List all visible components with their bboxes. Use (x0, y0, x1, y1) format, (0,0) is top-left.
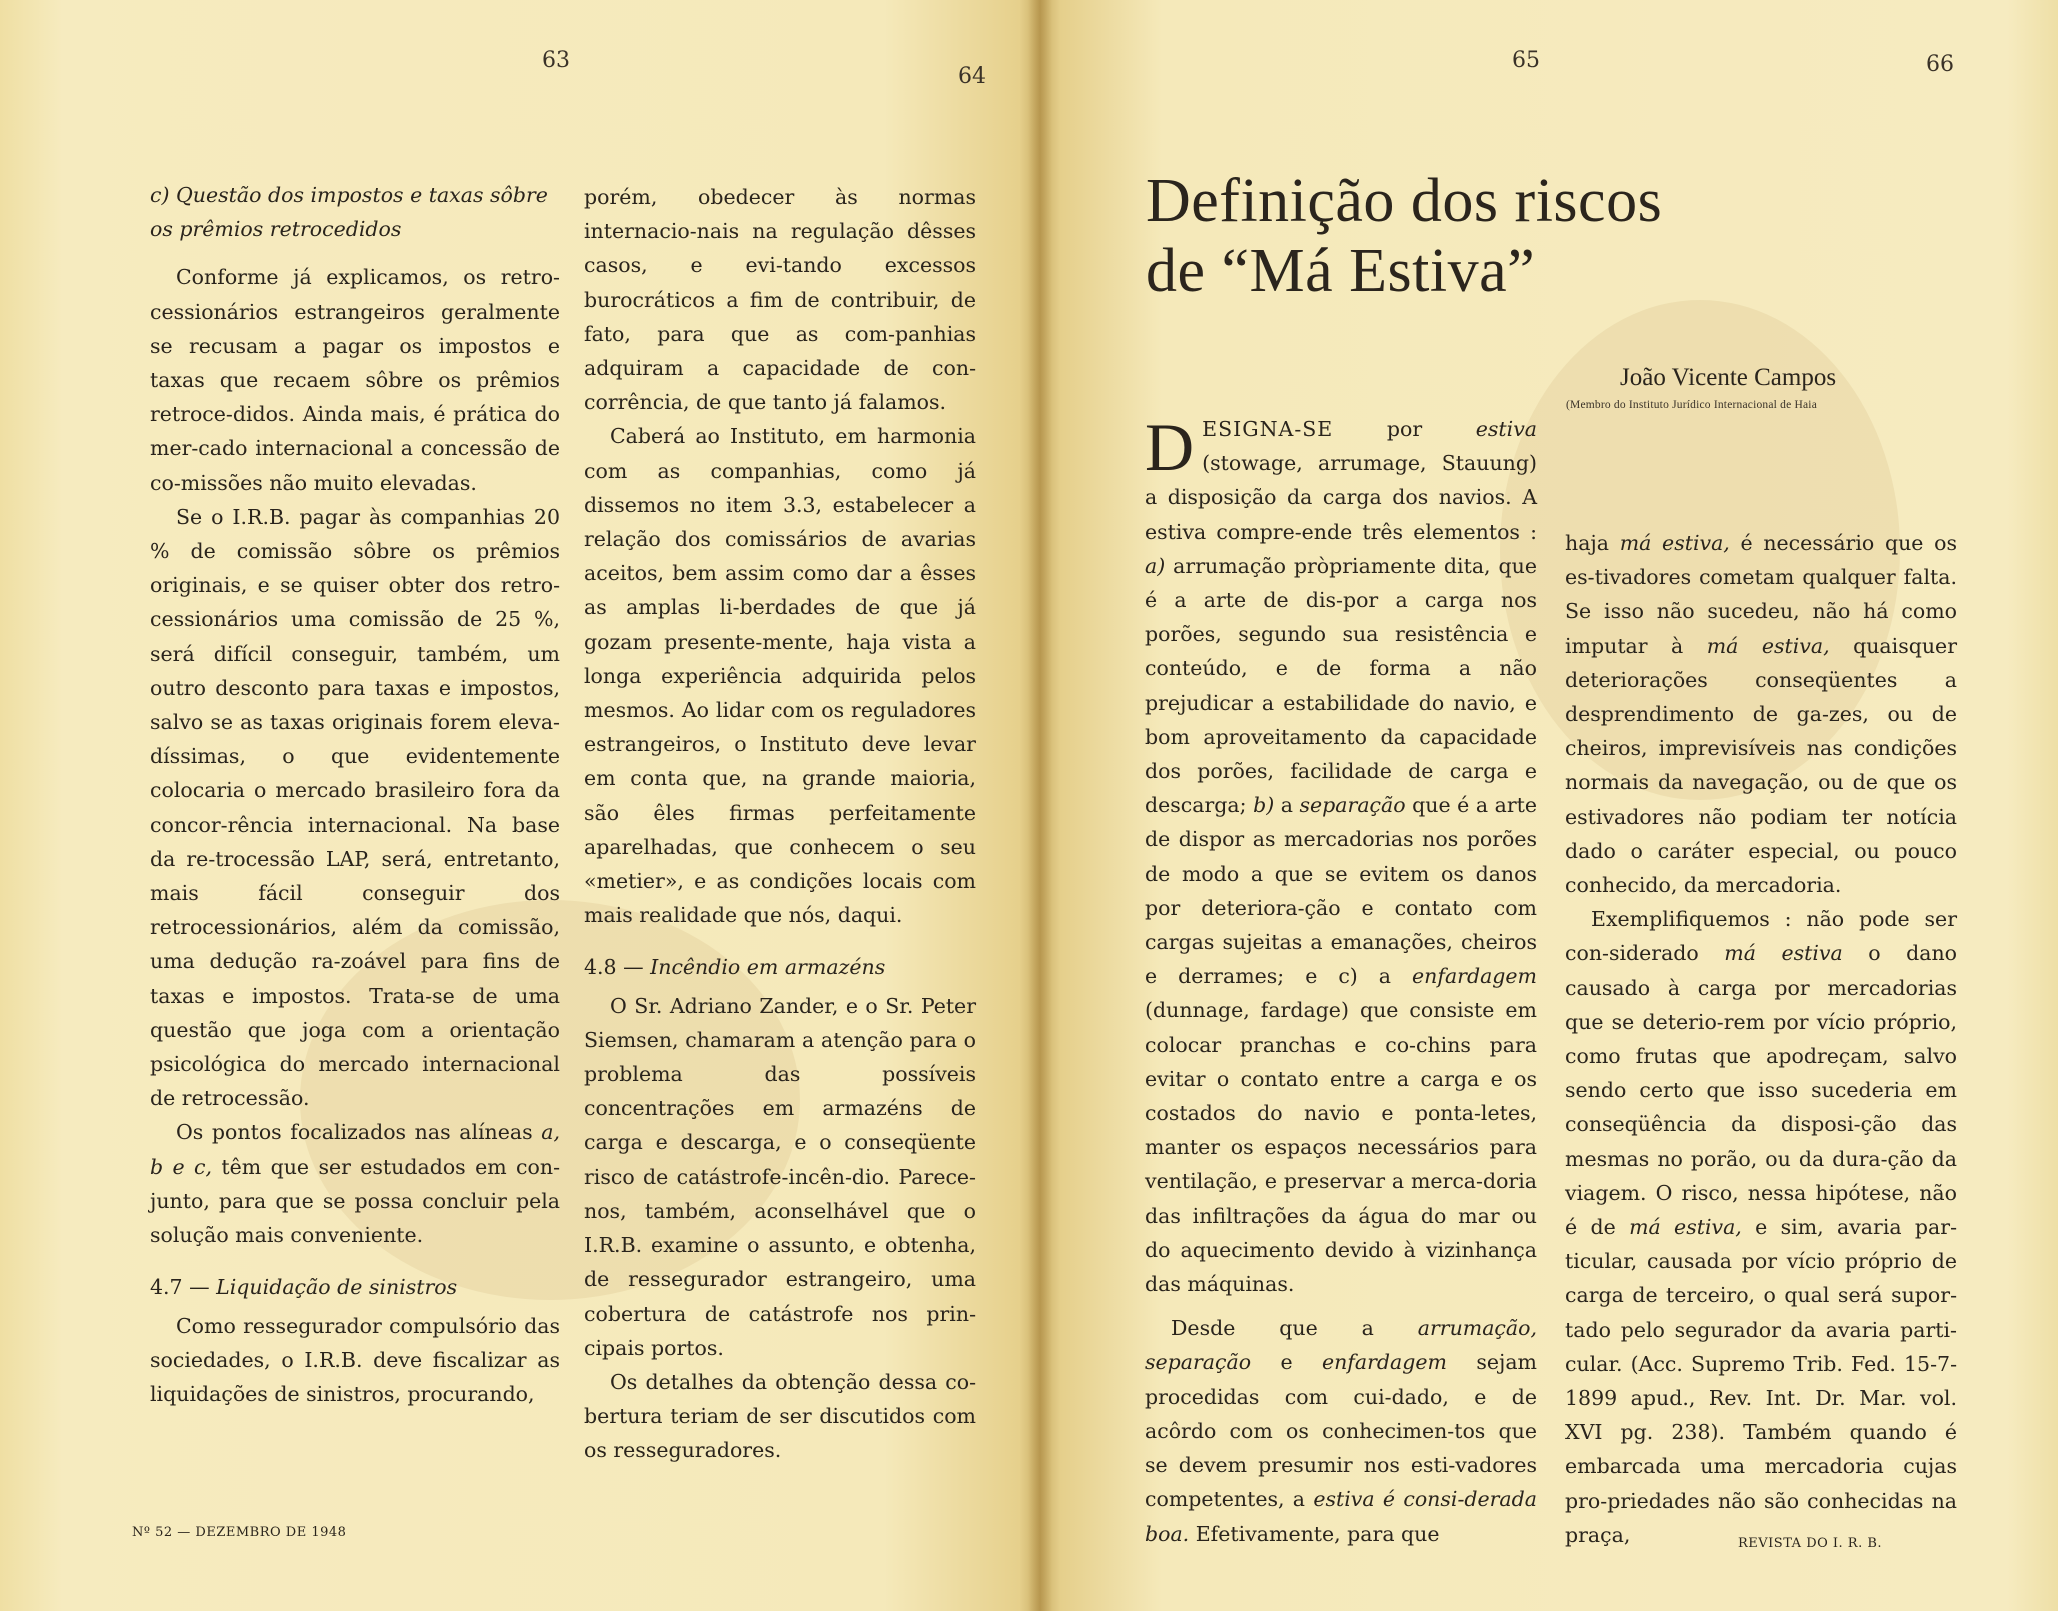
author-name: João Vicente Campos (1620, 364, 1837, 391)
text-run: haja (1565, 531, 1620, 555)
page-number-63: 63 (542, 48, 570, 73)
small-caps-run: ESIGNA-SE (1202, 417, 1334, 441)
page-66-column (1565, 526, 1957, 1552)
heading-number: 4.8 — (584, 955, 651, 980)
italic-run: arrumação, separação (1145, 1316, 1537, 1375)
page-65-column (1145, 409, 1537, 1551)
section-heading-4-8 (584, 950, 976, 984)
paragraph (150, 1115, 560, 1252)
italic-run: estiva (1475, 417, 1537, 441)
text-run: Os pontos focalizados nas alíneas (176, 1120, 542, 1145)
page-63-column (150, 170, 560, 1411)
italic-run: má estiva (1724, 941, 1843, 966)
drop-cap: D (1145, 409, 1195, 485)
italic-run: b) (1253, 793, 1275, 818)
article-title (1146, 166, 1846, 306)
heading-text: Liquidação de sinistros (216, 1275, 458, 1300)
italic-run: enfardagem (1412, 964, 1537, 989)
title-line: Definição dos riscos (1146, 167, 1663, 235)
text-run: sejam procedidas com cui-dado, e de acôrdo com os conhecimen-tos que se devem presumir nos esti-vadores competentes, a (1145, 1350, 1537, 1512)
footer-issue: Nº 52 — DEZEMBRO DE 1948 (132, 1525, 347, 1540)
title-line: de “Má Estiva” (1146, 237, 1536, 305)
text-run: quaisquer deteriorações conseqüentes a desprendimento de ga-zes, ou de cheiros, imprevisíveis nas condições normais da navegação, ou de que os estivadores não podiam ter notícia dado o caráter especial, ou pouco conhecido, da mercadoria. (1565, 633, 1957, 898)
text-run: que é a arte de dispor as mercadorias nos porões de modo a que se evitem os danos por deteriora-ção e contato com cargas sujeitas a emanações, cheiros e derrames; e c) a (1145, 793, 1537, 989)
paragraph: porém, obedecer às normas internacio-nais na regulação dêsses casos, e evi-tando excessos burocráticos a fim de contribuir, de fato, para que as com-panhias adquiram a capacidade de con-corrência, de que tanto já falamos. (584, 185, 976, 415)
text-run: arrumação pròpriamente dita, que é a arte de dis-por a carga nos porões, segundo sua resistência e conteúdo, e de forma a não prejudicar a estabilidade do navio, e bom aproveitamento da capacidade dos porões, facilidade de carga e descarga; (1145, 553, 1537, 818)
paragraph: Os detalhes da obtenção dessa co-bertura teriam de ser discutidos com os resseguradores. (584, 1369, 976, 1463)
page-64-column (584, 180, 976, 1468)
italic-run: a, b e c, (150, 1120, 560, 1179)
paragraph: O Sr. Adriano Zander, e o Sr. Peter Siemsen, chamaram a atenção para o problema das possíveis concentrações em armazéns de carga e descarga, e o conseqüente risco de catástrofe-incên-dio. Parece-nos, também, aconselhável que o I.R.B. examine o assunto, e obtenha, de ressegurador estrangeiro, uma cobertura de catástrofe nos prin-cipais portos. (584, 993, 976, 1360)
text-run: e (1251, 1350, 1322, 1375)
heading-number: 4.7 — (150, 1275, 217, 1300)
footer-journal: REVISTA DO I. R. B. (1738, 1536, 1883, 1551)
italic-run: má estiva, (1629, 1215, 1742, 1240)
italic-run: má estiva, (1619, 531, 1730, 555)
paragraph: Se o I.R.B. pagar às companhias 20 % de comissão sôbre os prêmios originais, e se quiser obter dos retro-cessionários uma comissão de 25 %, será difícil conseguir, também, um outro desconto para taxas e impostos, salvo se as taxas originais forem eleva-díssimas, o que evidentemente colocaria o mercado brasileiro fora da concor-rência internacional. Na base da re-trocessão LAP, será, entretanto, mais fácil conseguir dos retrocessionários, além da comissão, uma dedução ra-zoável para fins de taxas e impostos. Trata-se de uma questão que joga com a orientação psicológica do mercado internacional de retrocessão. (150, 504, 560, 1111)
text-run: e sim, avaria par-ticular, causada por vício próprio de carga de terceiro, o qual será supor-tado pelo segurador da avaria parti-cular. (Acc. Supremo Trib. Fed. 15-7-1899 apud., Rev. Int. Dr. Mar. vol. XVI pg. 238). Também quando é embarcada uma mercadoria cujas pro-priedades não são conhecidas na praça, (1565, 1215, 1957, 1547)
text-run: é necessário que os es-tivadores cometam qualquer falta. Se isso não sucedeu, não há como imputar à (1565, 531, 1957, 658)
section-heading-4-7 (150, 1270, 560, 1304)
paragraph-lead (1145, 409, 1537, 1301)
text-run: por (1333, 417, 1476, 441)
author-affiliation: (Membro do Instituto Jurídico Internacional de Haia (1566, 399, 1817, 411)
text-run: a (1274, 793, 1300, 818)
paragraph: Caberá ao Instituto, em harmonia com as companhias, como já dissemos no item 3.3, estabelecer a relação dos comissários de avarias aceitos, bem assim como dar a êsses as amplas li-berdades de que já gozam presente-mente, haja vista a longa experiência adquirida pelos mesmos. Ao lidar com os reguladores estrangeiros, o Instituto deve levar em conta que, na grande maioria, são êles firmas perfeitamente aparelhadas, que conhecem o seu «metier», e as condições locais com mais realidade que nós, daqui. (584, 424, 976, 928)
book-gutter (1028, 0, 1052, 1611)
page-number-64: 64 (958, 64, 986, 89)
paragraph: Como ressegurador compulsório das sociedades, o I.R.B. deve fiscalizar as liquidações de sinistros, procurando, (150, 1313, 560, 1406)
italic-run: separação (1299, 793, 1406, 818)
paragraph: Conforme já explicamos, os retro-cessionários estrangeiros geralmente se recusam a pagar os impostos e taxas que recaem sôbre os prêmios retroce-didos. Ainda mais, é prática do mer-cado internacional a concessão de co-missões não muito elevadas. (150, 265, 560, 495)
text-run: Desde que a (1171, 1316, 1418, 1341)
section-heading-c: c) Questão dos impostos e taxas sôbre os prêmios retrocedidos (150, 183, 548, 242)
text-run: (dunnage, fardage) que consiste em colocar pranchas e co-chins para evitar o contato entre a carga e os costados do navio e ponta-letes, manter os espaços necessários para ventilação, e preservar a merca-doria das infiltrações da água do mar ou do aquecimento devido à vizinhança das máquinas. (1145, 998, 1537, 1297)
paragraph (1145, 1311, 1537, 1550)
text-run: Exemplifiquemos : não pode ser con-siderado (1565, 907, 1957, 966)
page-number-66: 66 (1926, 52, 1954, 77)
italic-run: a) (1145, 553, 1166, 578)
page-number-65: 65 (1512, 48, 1540, 73)
text-run: o dano causado à carga por mercadorias que se deterio-rem por vício próprio, como frutas que apodreçam, salvo sendo certo que isso sucederia em conseqüência da disposi-ção das mesmas no porão, ou da dura-ção da viagem. O risco, nessa hipótese, não é de (1565, 941, 1957, 1240)
text-run: Efetivamente, para que (1189, 1521, 1440, 1546)
italic-run: estiva é consi-derada boa. (1145, 1487, 1537, 1546)
paragraph (1565, 526, 1957, 902)
text-run: (stowage, arrumage, Stauung) a disposição da carga dos navios. A estiva compre-ende três elementos : (1145, 451, 1537, 544)
text-run: têm que ser estudados em con-junto, para que se possa concluir pela solução mais conveniente. (150, 1154, 560, 1248)
paragraph (1565, 902, 1957, 1552)
italic-run: má estiva, (1706, 633, 1830, 658)
italic-run: enfardagem (1321, 1350, 1447, 1375)
heading-text: Incêndio em armazéns (650, 955, 886, 980)
